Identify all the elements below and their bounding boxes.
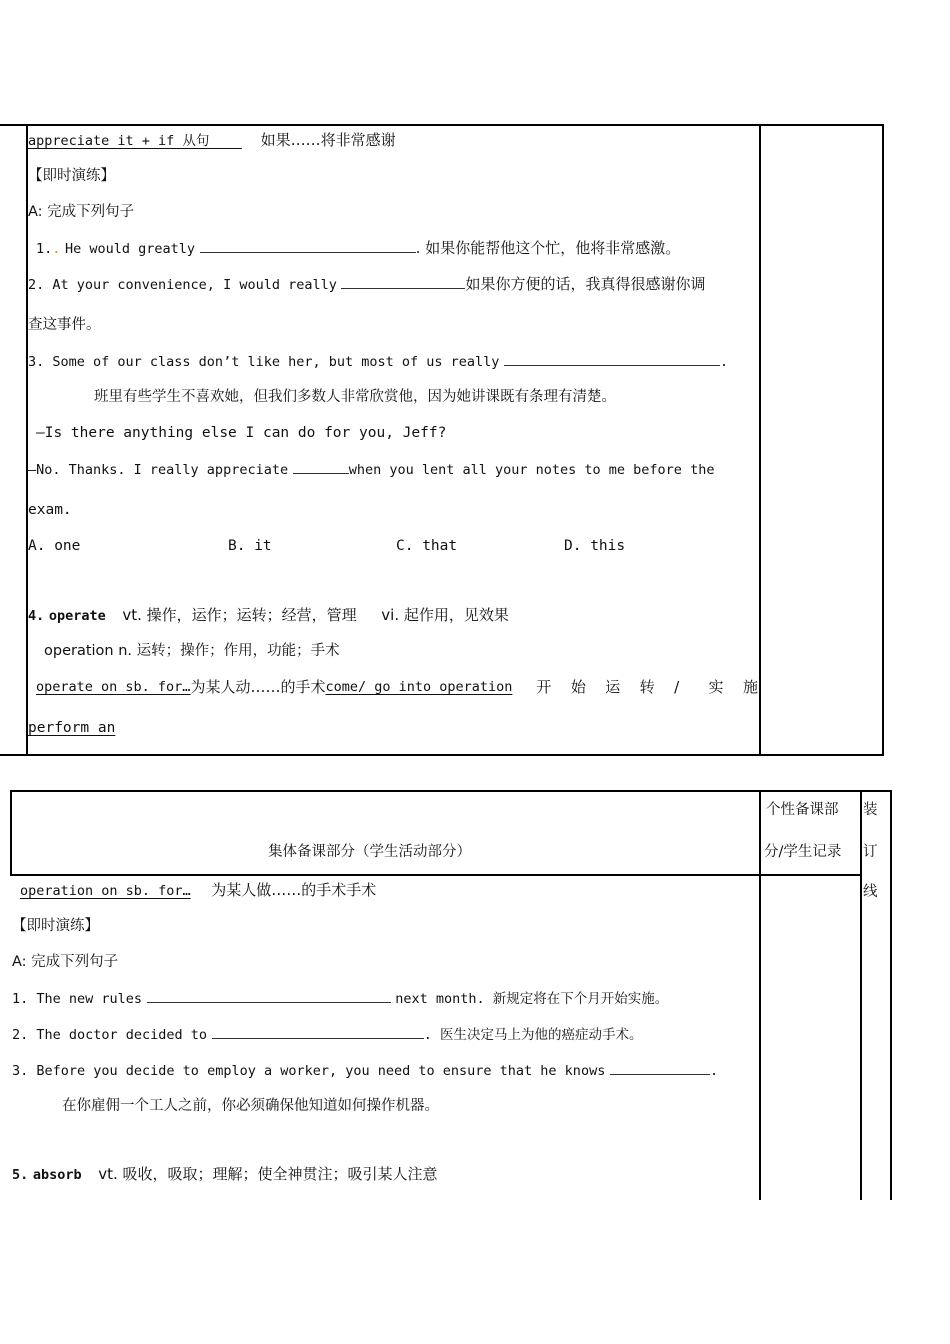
b1-question-3-cn: 班里有些学生不喜欢她，但我们多数人非常欣赏他，因为她讲课既有条理有清楚。	[94, 389, 616, 405]
dialog-line-1: —Is there anything else I can do for you, Jeff?	[36, 425, 447, 441]
appreciate-meaning: 如果……将非常感谢	[260, 131, 396, 149]
answer-blank[interactable]	[504, 351, 720, 366]
phrase-2-meaning: 开 始 运 转 / 实 施	[536, 678, 758, 696]
item-4-heading: 4. operate vt. 操作，运作；运转；经营，管理 vi. 起作用，见效果	[28, 606, 509, 624]
answer-blank[interactable]	[293, 459, 349, 474]
section-a-2: A: 完成下列句子	[12, 954, 119, 970]
b2-question-1: 1. The new rules next month. 新规定将在下个月开始实施。	[12, 988, 668, 1009]
header-side-1: 个性备课部	[766, 802, 839, 818]
item-5-word: absorb	[32, 1167, 82, 1183]
phrase-operate-on: operate on sb. for…	[36, 679, 191, 695]
answer-blank[interactable]	[610, 1060, 710, 1075]
b1-question-1: 1.. He would greatly . 如果你能帮他这个忙，他将非常感激。	[36, 239, 681, 257]
table-2-col-line-2	[860, 790, 862, 1200]
operation-line: operation n. 运转；操作；作用，功能；手术	[44, 643, 340, 659]
b1-question-2: 2. At your convenience, I would really 如果你方便的话，我真得很感谢你调	[28, 275, 706, 293]
option-b[interactable]: B. it	[228, 538, 272, 554]
b2-question-2: 2. The doctor decided to . 医生决定马上为他的癌症动手术。	[12, 1024, 642, 1045]
table-2-left-border	[10, 790, 12, 876]
binding-char-1: 装	[863, 802, 878, 818]
table-2-col-line-3	[890, 790, 892, 1200]
dialog-line-2: —No. Thanks. I really appreciate when you lent all your notes to me before the	[28, 459, 714, 480]
option-a[interactable]: A. one	[28, 538, 81, 554]
header-side-2: 分/学生记录	[764, 844, 842, 860]
b2-question-3-cn: 在你雇佣一个工人之前，你必须确保他知道如何操作机器。	[62, 1098, 439, 1114]
binding-char-2: 订	[863, 844, 878, 860]
practice-heading-2: 【即时演练】	[12, 918, 99, 934]
b2-phrase-line: operation on sb. for… 为某人做……的手术手术	[20, 881, 377, 899]
table-2-header-border	[10, 874, 862, 876]
phrase-operation-on: operation on sb. for…	[20, 883, 191, 899]
option-d[interactable]: D. this	[564, 538, 626, 554]
b1-question-2-cont: 查这事件。	[28, 317, 101, 333]
option-c[interactable]: C. that	[396, 538, 458, 554]
section-a-1: A: 完成下列句子	[28, 204, 135, 220]
answer-blank[interactable]	[147, 988, 391, 1003]
binding-char-3: 线	[863, 884, 878, 900]
dialog-line-2-cont: exam.	[28, 502, 72, 518]
b1-question-3: 3. Some of our class don’t like her, but most of us really .	[28, 351, 728, 372]
item-5-heading: 5. absorb vt. 吸收，吸取；理解；使全神贯注；吸引某人注意	[12, 1165, 438, 1183]
item-4-word: operate	[48, 608, 106, 624]
phrase-perform-an: perform an	[28, 720, 116, 736]
practice-heading-1: 【即时演练】	[28, 168, 115, 184]
header-main: 集体备课部分（学生活动部分）	[268, 844, 471, 860]
answer-blank[interactable]	[200, 238, 416, 253]
row1-line	[28, 130, 396, 151]
phrase-line: operate on sb. for… 为某人动……的手术 come/ go into operation 开 始 运 转 / 实 施	[36, 678, 758, 696]
table-1-col-line-right	[759, 124, 761, 756]
phrase-come-go-into: come/ go into operation	[325, 679, 513, 695]
table-2-col-line-1	[759, 790, 761, 1200]
b2-question-3: 3. Before you decide to employ a worker, you need to ensure that he knows .	[12, 1060, 718, 1081]
answer-blank[interactable]	[341, 274, 465, 289]
answer-blank[interactable]	[212, 1024, 424, 1039]
appreciate-phrase: appreciate it + if 从句	[28, 133, 210, 149]
